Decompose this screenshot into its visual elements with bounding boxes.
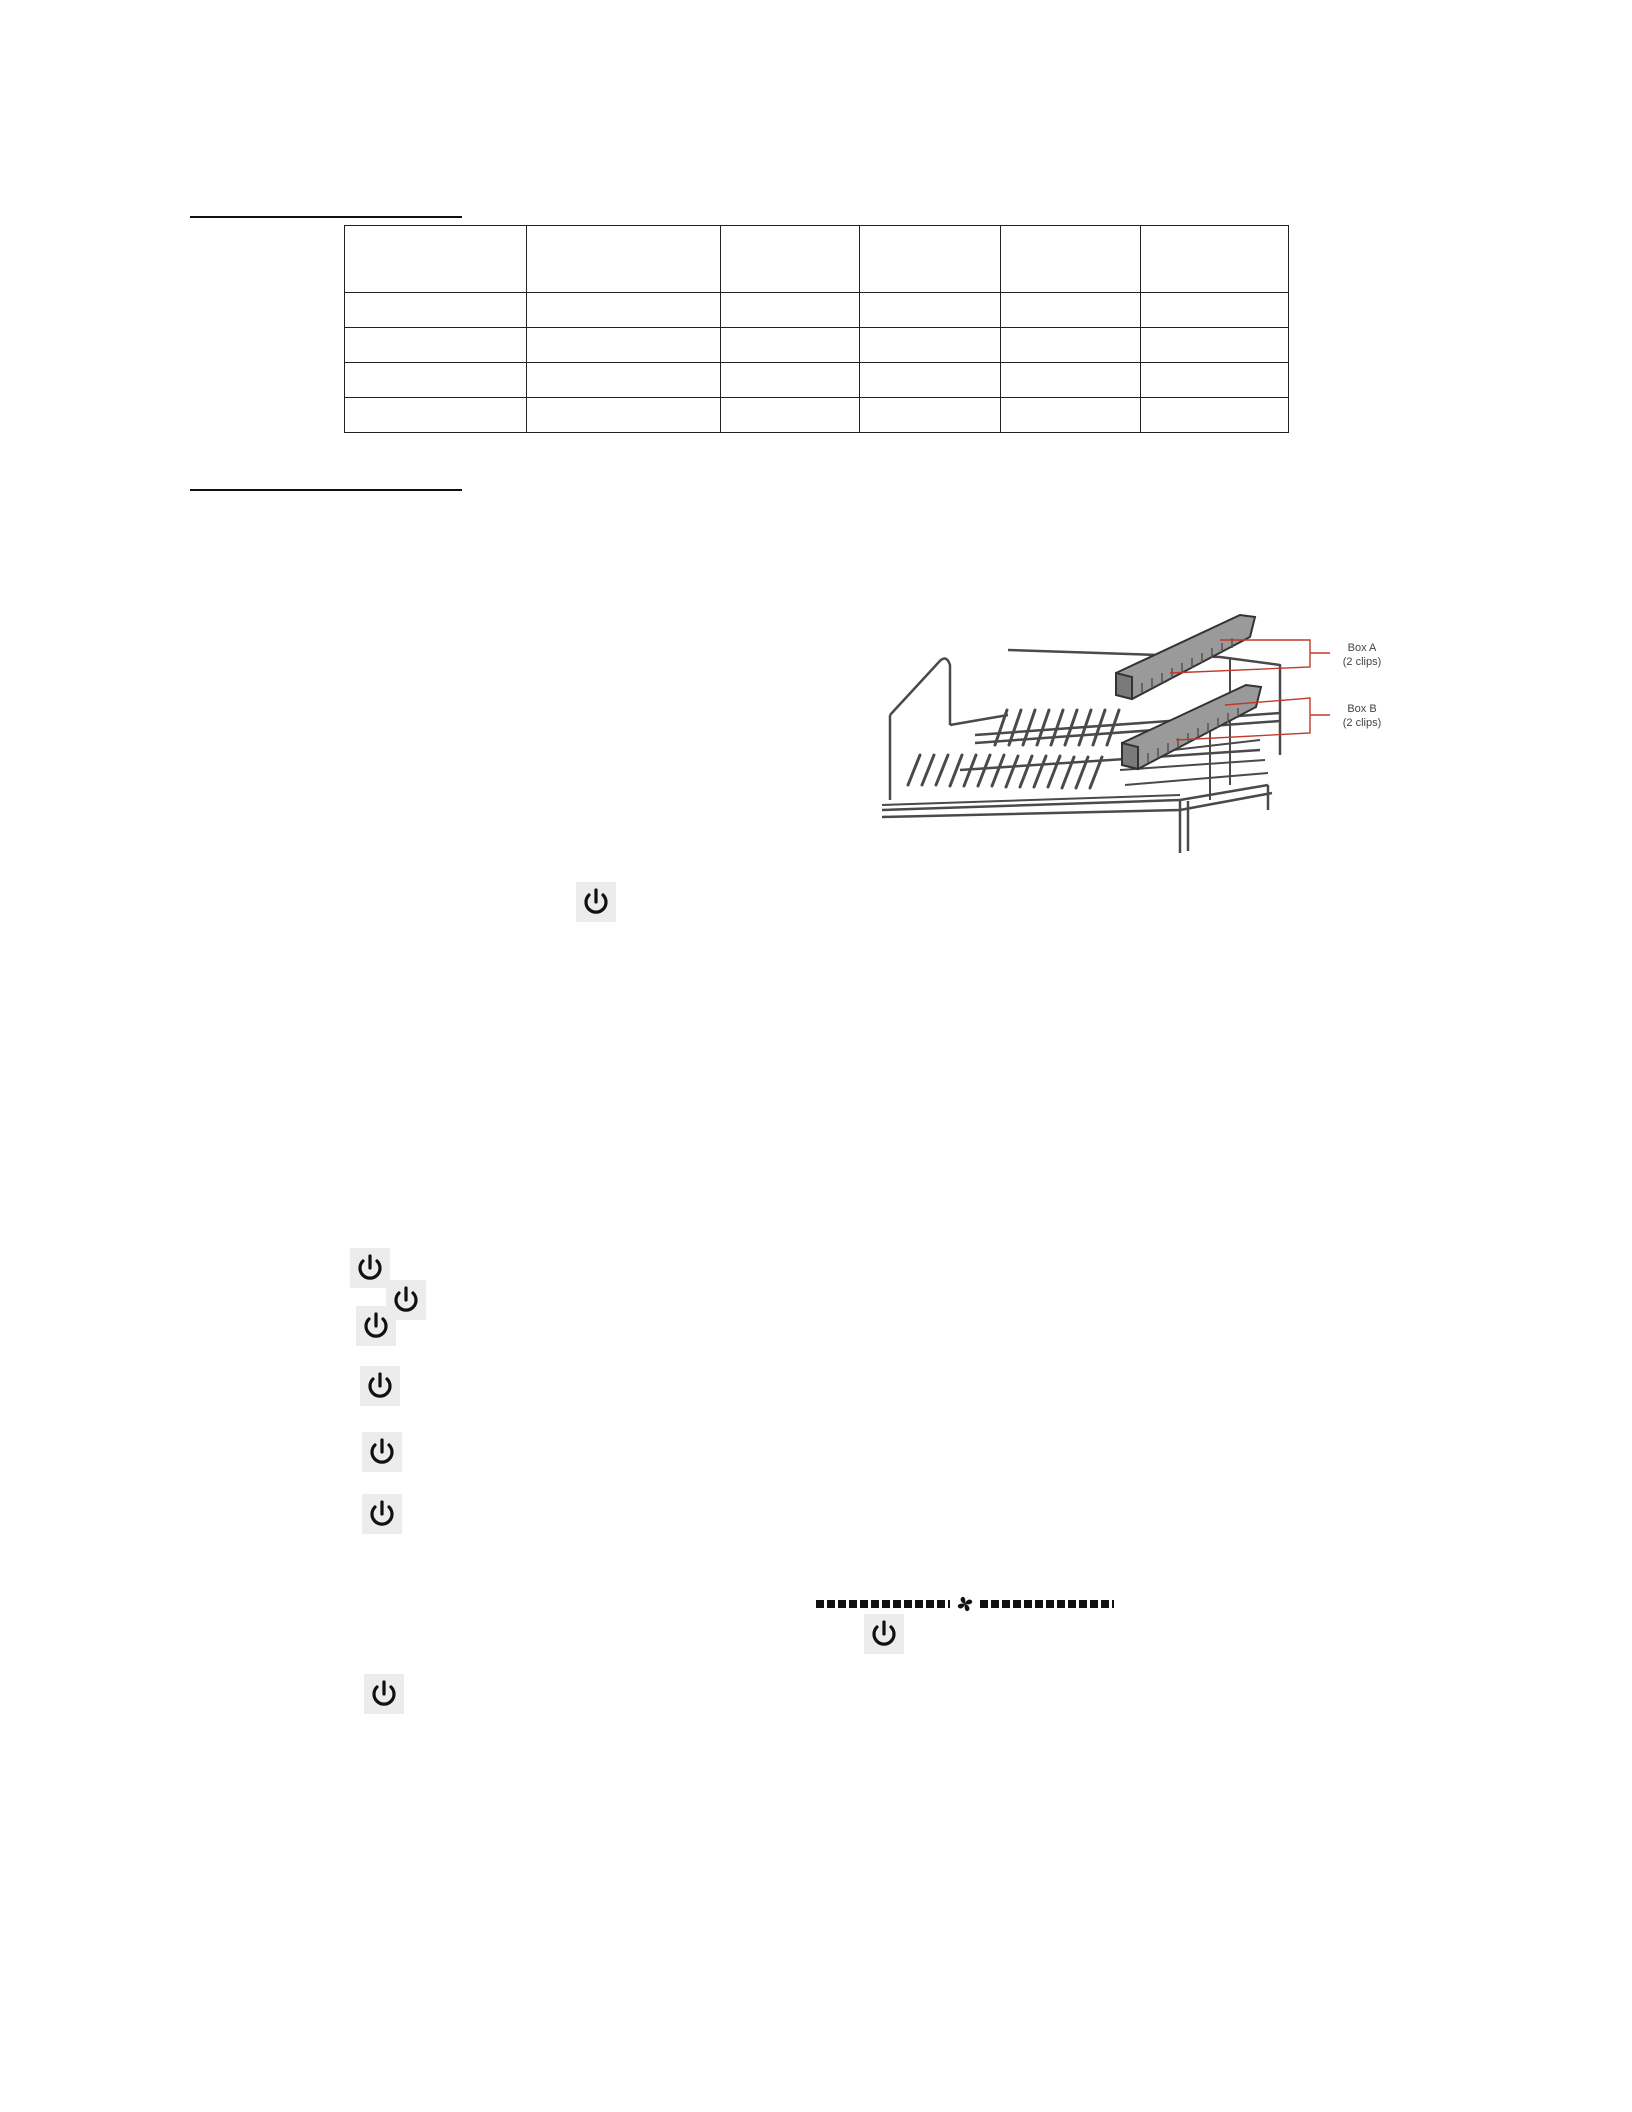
table-cell: [345, 293, 527, 328]
table-cell: [721, 363, 860, 398]
table-cell: [527, 328, 721, 363]
callout-box-a: [1332, 641, 1392, 669]
table-cell: [1141, 398, 1289, 433]
table-row: [345, 363, 1289, 398]
table-cell: [527, 398, 721, 433]
table-cell: [1141, 293, 1289, 328]
table-cell: [1001, 398, 1141, 433]
table-cell: [860, 226, 1001, 293]
table-cell: [527, 293, 721, 328]
table-cell: [1001, 293, 1141, 328]
power-icon: [576, 882, 616, 922]
table-cell: [1001, 363, 1141, 398]
table-cell: [1141, 226, 1289, 293]
callout-box-b-note: (2 clips): [1342, 717, 1382, 729]
table-row: [345, 398, 1289, 433]
fan-icon: [956, 1595, 974, 1613]
power-icon: [364, 1674, 404, 1714]
section-2-heading-rule: [190, 489, 462, 491]
power-icon: [350, 1248, 390, 1288]
dish-rack-illustration: [880, 605, 1420, 860]
table-cell: [527, 226, 721, 293]
power-icon: [864, 1614, 904, 1654]
table-cell: [1141, 328, 1289, 363]
callout-box-b: [1332, 702, 1392, 730]
table-row: [345, 293, 1289, 328]
table-cell: [1001, 226, 1141, 293]
table-cell: [860, 398, 1001, 433]
table-cell: [721, 398, 860, 433]
table-cell: [345, 226, 527, 293]
table-cell: [527, 363, 721, 398]
spec-table: [344, 225, 1289, 433]
callout-box-a-note: (2 clips): [1342, 656, 1382, 668]
table-cell: [345, 328, 527, 363]
table-cell: [345, 363, 527, 398]
dash-segment-right: [980, 1600, 1114, 1608]
callout-box-a-label: Box A: [1347, 642, 1377, 654]
table-cell: [860, 293, 1001, 328]
table-cell: [860, 328, 1001, 363]
table-cell: [860, 363, 1001, 398]
section-1-heading-rule: [190, 216, 462, 218]
power-icon: [362, 1432, 402, 1472]
table-cell: [721, 226, 860, 293]
table-header-row: [345, 226, 1289, 293]
table-cell: [721, 328, 860, 363]
table-cell: [1141, 363, 1289, 398]
table-row: [345, 328, 1289, 363]
table-cell: [721, 293, 860, 328]
callout-box-b-label: Box B: [1347, 703, 1377, 715]
power-icon: [362, 1494, 402, 1534]
power-icon: [356, 1306, 396, 1346]
table-cell: [1001, 328, 1141, 363]
power-icon: [360, 1366, 400, 1406]
dash-segment-left: [816, 1600, 950, 1608]
fan-indicator-bar: [816, 1594, 1114, 1614]
table-cell: [345, 398, 527, 433]
